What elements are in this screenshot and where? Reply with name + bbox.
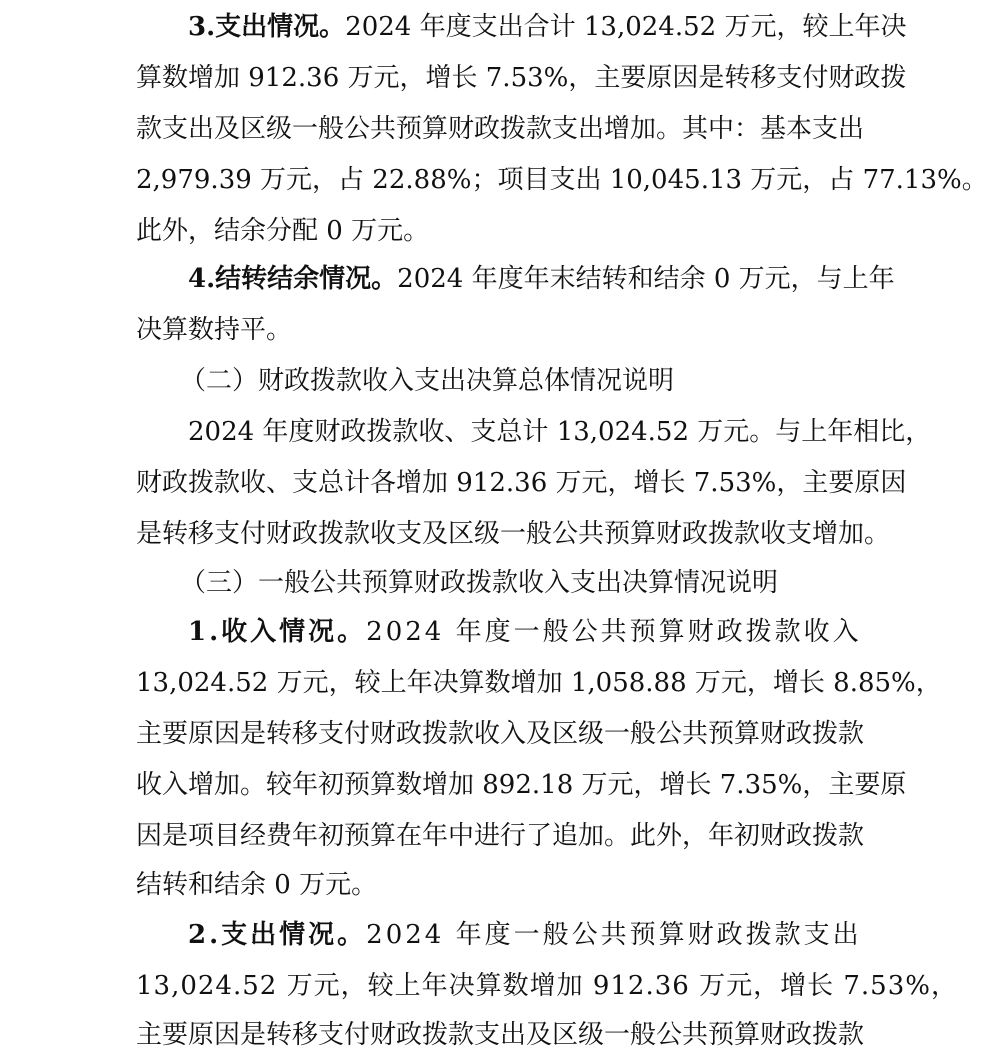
text-line: 2024 年度年末结转和结余 0 万元，与上年 [397, 264, 895, 294]
text-line: 主要原因是转移支付财政拨款收入及区级一般公共预算财政拨款 [136, 719, 865, 749]
text-line: 2024 年度一般公共预算财政拨款支出 [366, 920, 862, 950]
section-heading-3: （三）一般公共预算财政拨款收入支出决算情况说明 [180, 568, 779, 598]
text-line: 结转和结余 0 万元。 [136, 870, 378, 900]
text-line: 决算数持平。 [136, 315, 293, 345]
text-line: 因是项目经费年初预算在年中进行了追加。此外，年初财政拨款 [136, 821, 865, 851]
text-line: 2,979.39 万元，占 22.88%；项目支出 10,045.13 万元，占 77.13%。 [136, 165, 988, 195]
text-line: 13,024.52 万元，较上年决算数增加 912.36 万元，增长 7.53%， [136, 971, 958, 1001]
section-label-carryover: 4.结转结余情况。 [188, 264, 398, 294]
section-heading-2: （二）财政拨款收入支出决算总体情况说明 [180, 366, 675, 396]
paragraph-expenditure [188, 2, 906, 52]
section-label-gp-expenditure: 2.支出情况。 [188, 920, 367, 950]
text-line: 此外，结余分配 0 万元。 [136, 216, 430, 246]
section-label-expenditure: 3.支出情况。 [188, 12, 346, 42]
text-line: 2024 年度一般公共预算财政拨款收入 [366, 617, 862, 647]
section-label-income: 1.收入情况。 [188, 617, 367, 647]
text-line: 13,024.52 万元，较上年决算数增加 1,058.88 万元，增长 8.85%， [136, 668, 942, 698]
text-line: 财政拨款收、支总计各增加 912.36 万元，增长 7.53%，主要原因 [136, 468, 907, 498]
paragraph-carryover [188, 254, 895, 304]
text-line: 收入增加。较年初预算数增加 892.18 万元，增长 7.35%，主要原 [136, 770, 907, 800]
paragraph-gp-expenditure [188, 910, 862, 960]
text-line: 算数增加 912.36 万元，增长 7.53%，主要原因是转移支付财政拨 [136, 63, 907, 93]
paragraph-income [188, 607, 862, 657]
text-line: 款支出及区级一般公共预算财政拨款支出增加。其中：基本支出 [136, 114, 865, 144]
text-line: 2024 年度支出合计 13,024.52 万元，较上年决 [345, 12, 907, 42]
text-line: 2024 年度财政拨款收、支总计 13,024.52 万元。与上年相比， [188, 417, 932, 447]
text-line: 是转移支付财政拨款收支及区级一般公共预算财政拨款收支增加。 [136, 519, 891, 549]
text-line: 主要原因是转移支付财政拨款支出及区级一般公共预算财政拨款 [136, 1020, 865, 1050]
